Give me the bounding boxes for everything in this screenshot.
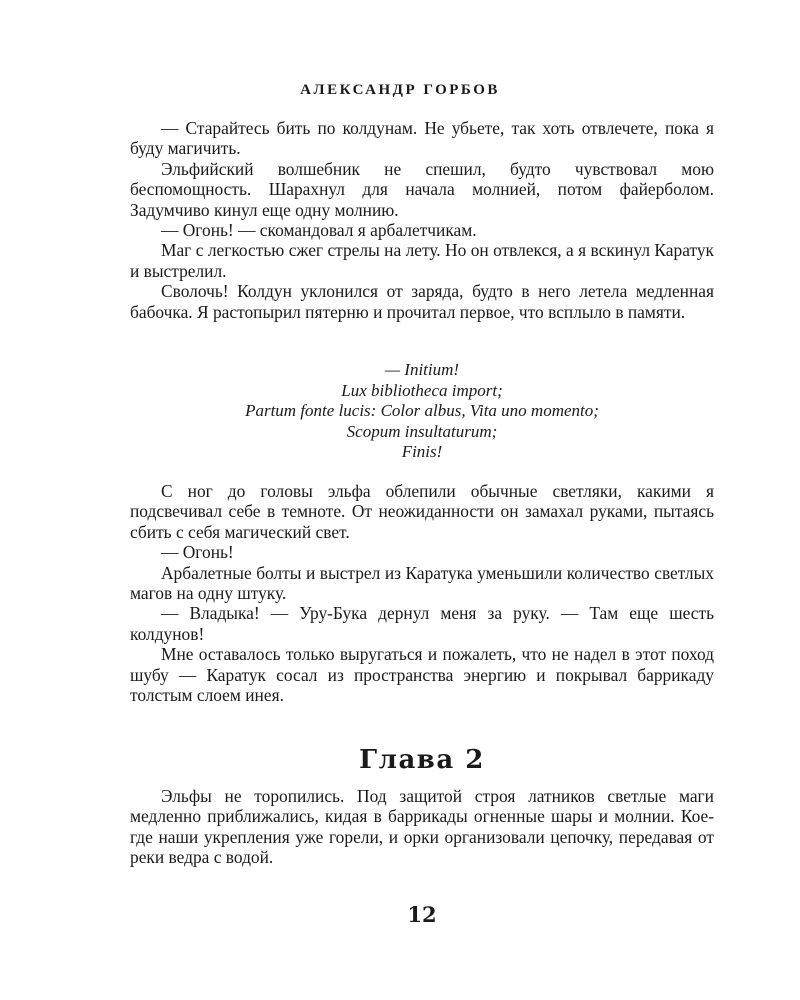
paragraph: Сволочь! Колдун уклонился от заряда, будто в него летела медленная бабочка. Я растопырил пятерню и прочитал первое, что всплыло в памяти.	[130, 281, 714, 322]
paragraph: Арбалетные болты и выстрел из Каратука уменьшили количество светлых магов на одну штуку.	[130, 562, 714, 604]
paragraph: — Владыка! — Уру-Бука дернул меня за руку. — Там еще шесть колдунов!	[130, 603, 714, 644]
text-block-1	[130, 118, 714, 322]
paragraph: — Огонь!	[161, 542, 234, 563]
paragraph: Эльфы не торопились. Под защитой строя латников светлые маги медленно приближались, кидая в баррикады огненные шары и молнии. Кое-где наши укрепления уже горели, и орки организовали цепочку, передавая от реки ведра с водой.	[130, 786, 714, 868]
running-header-author: АЛЕКСАНДР ГОРБОВ	[300, 82, 500, 98]
paragraph: Эльфийский волшебник не спешил, будто чувствовал мою беспомощность. Шарахнул для начала молнией, потом файерболом. Задумчиво кинул еще одну молнию.	[130, 158, 714, 220]
verse-line: Finis!	[401, 442, 443, 462]
verse-line: Lux bibliotheca import;	[341, 380, 503, 400]
paragraph: Мне оставалось только выругаться и пожалеть, что не надел в этот поход шубу — Каратук сосал из пространства энергию и покрывал баррикаду толстым слоем инея.	[130, 644, 714, 706]
verse-line: Scopum insultaturum;	[346, 421, 498, 441]
paragraph: — Старайтесь бить по колдунам. Не убьете, так хоть отвлечете, пока я буду магичить.	[130, 118, 714, 159]
paragraph: — Огонь! — скомандовал я арбалетчикам.	[161, 220, 477, 241]
paragraph: С ног до головы эльфа облепили обычные светляки, какими я подсвечивал себе в темноте. От неожиданности он замахал руками, пытаясь сбить с себя магический свет.	[130, 481, 714, 542]
chapter-heading: Глава 2	[359, 745, 485, 775]
page-number: 12	[407, 902, 437, 927]
spell-verse	[130, 360, 714, 463]
verse-line: — Initium!	[384, 360, 460, 379]
text-block-2	[130, 481, 714, 705]
paragraph: Маг с легкостью сжег стрелы на лету. Но он отвлекся, а я вскинул Каратук и выстрелил.	[130, 240, 714, 281]
text-block-3	[130, 786, 714, 868]
verse-line: Partum fonte lucis: Color albus, Vita uno momento;	[245, 401, 599, 421]
